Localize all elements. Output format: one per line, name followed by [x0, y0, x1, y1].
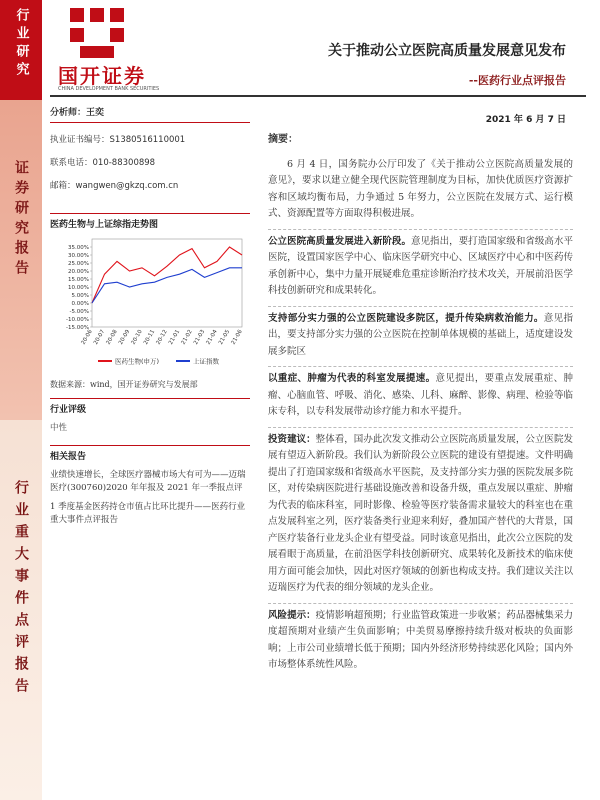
x-tick-label: 20-07 — [93, 329, 107, 346]
abstract-column — [268, 132, 573, 680]
y-tick-label: 5.00% — [71, 293, 89, 299]
trend-chart-svg — [50, 235, 250, 375]
y-tick-label: 30.00% — [68, 253, 89, 259]
paragraph-3 — [268, 311, 573, 361]
sidebar-bottom — [0, 420, 42, 800]
left-column — [50, 105, 250, 527]
divider — [268, 366, 573, 367]
rating-title: 行业评级 — [50, 398, 250, 418]
email-value: wangwen@gkzq.com.cn — [75, 181, 179, 191]
analyst-email — [50, 179, 250, 191]
analyst-name: 分析师：王奕 — [50, 105, 250, 123]
data-source: 数据来源：wind，国开证券研究与发展部 — [50, 380, 198, 389]
paragraph-1-text: 6 月 4 日，国务院办公厅印发了《关于推动公立医院高质量发展的意见》，要求以建立健全现代医院管理制度为目标，加快优质医疗资源扩容和区域均衡布局，力争通过 5 年努力，公立医院在发展方式、运行模式、资源配置等方面取得积极进展。 — [268, 158, 573, 219]
email-label: 邮箱： — [50, 181, 76, 191]
x-tick-label: 20-06 — [80, 329, 94, 346]
phone-value: 010-88300898 — [92, 158, 156, 168]
report-title: 关于推动公立医院高质量发展意见发布 — [328, 43, 566, 59]
x-tick-label: 21-01 — [168, 329, 182, 346]
y-tick-label: 10.00% — [68, 285, 89, 291]
paragraph-3-text: 意见指出，要支持部分实力强的公立医院在控制单体规模的基础上，适度建设发展多院区 — [268, 312, 573, 357]
related-title: 相关报告 — [50, 445, 250, 465]
related-report-1[interactable]: 业绩快速增长，全球医疗器械市场大有可为——迈瑞医疗(300760)2020 年年报及 2021 年一季报点评 — [50, 470, 246, 493]
paragraph-3-lead: 支持部分实力强的公立医院建设多院区，提升传染病救治能力。 — [268, 312, 544, 324]
abstract-title: 摘要： — [268, 134, 298, 145]
phone-label: 联系电话： — [50, 158, 93, 168]
legend-label: 医药生物(申万) — [115, 357, 160, 366]
report-date: 2021 年 6 月 7 日 — [485, 115, 566, 125]
sidebar-top-label: 行业研究 — [13, 8, 29, 80]
paragraph-5-lead: 投资建议： — [268, 433, 316, 445]
paragraph-1 — [268, 157, 573, 223]
header-divider — [50, 95, 586, 97]
paragraph-5 — [268, 432, 573, 597]
divider — [268, 603, 573, 604]
company-logo — [58, 8, 168, 98]
series-line-pharma — [92, 247, 242, 303]
rating-value: 中性 — [50, 423, 68, 433]
paragraph-4 — [268, 371, 573, 421]
paragraph-6-lead: 风险提示： — [268, 609, 316, 621]
y-tick-label: 20.00% — [68, 269, 89, 275]
paragraph-2-text: 意见指出，要打造国家级和省级高水平医院，设置国家医学中心、临床医学研究中心、区域医疗中心和中医药传承创新中心，集中力量开展疑难危重症诊断治疗技术攻关，开展前沿医学科技创新研究和成果转化。 — [268, 235, 573, 296]
cert-label: 执业证书编号： — [50, 135, 110, 145]
y-tick-label: 0.00% — [71, 301, 89, 307]
analyst-cert — [50, 133, 250, 145]
cert-value: S1380516110001 — [109, 135, 186, 145]
y-tick-label: -10.00% — [66, 317, 89, 323]
related-report-2[interactable]: 1 季度基金医药持仓市值占比环比提升——医药行业重大事件点评报告 — [50, 502, 246, 525]
paragraph-6 — [268, 608, 573, 674]
x-tick-label: 21-03 — [193, 329, 207, 346]
paragraph-2-lead: 公立医院高质量发展进入新阶段。 — [268, 235, 411, 247]
paragraph-4-text: 意见提出，要重点发展重症、肿瘤、心脑血管、呼吸、消化、感染、儿科、麻醉、影像、病理、检验等临床专科，以专科发展带动诊疗能力和水平提升。 — [268, 373, 573, 417]
legend-label: 上证指数 — [193, 357, 219, 366]
y-tick-label: -15.00% — [66, 325, 89, 331]
paragraph-6-text: 疫情影响超预期；行业监管政策进一步收紧；药品器械集采力度超预期对业绩产生负面影响；中美贸易摩擦持续升级对板块的负面影响；上市公司业绩增长低于预期；国内外经济形势持续恶化风险；国内外市场整体系统性风险。 — [268, 609, 573, 670]
paragraph-2 — [268, 234, 573, 300]
x-tick-label: 21-04 — [205, 329, 219, 346]
x-tick-label: 21-06 — [230, 329, 244, 346]
chart-section-title: 医药生物与上证综指走势图 — [50, 213, 250, 233]
sidebar-middle-label: 证券研究报告 — [13, 160, 29, 280]
x-tick-label: 20-12 — [155, 329, 169, 346]
x-tick-label: 20-08 — [105, 329, 119, 346]
y-tick-label: 35.00% — [68, 245, 89, 251]
logo-en-text: CHINA DEVELOPMENT BANK SECURITIES — [58, 86, 160, 92]
y-tick-label: 25.00% — [68, 261, 89, 267]
trend-chart — [50, 235, 250, 375]
x-tick-label: 20-09 — [118, 329, 132, 346]
x-tick-label: 21-05 — [218, 329, 232, 346]
divider — [268, 229, 573, 230]
analyst-phone — [50, 156, 250, 168]
logo-mark-icon — [70, 8, 130, 60]
paragraph-5-text: 整体看，国办此次发文推动公立医院高质量发展，公立医院发展有望迈入新阶段。我们认为新阶段公立医院的建设有望提速。文件明确提出了打造国家级和省级高水平医院，及支持部分实力强的医院发展多院区，对传染病医院进行基础设施改善和设备升级，重点发展以重症、肿瘤为代表的临床科室，同时影像、检验等医疗装备需求量较大的科室也在重点发展科室之列，医疗装备类行业迎来利好，叠加国产替代的大背景，国产医疗装备行业龙头企业有望受益。同时该意见指出，此次公立医院的发展看眼于高质量，在前沿医学科技创新研究、成果转化及新技术的临床使用方面可能会加快，因此对医疗领域的创新也构成支持。我们建议关注以迈瑞医疗为代表的细分领域的龙头企业。 — [268, 433, 573, 593]
logo-cn-text: 国开证券 — [58, 64, 146, 88]
y-tick-label: 15.00% — [68, 277, 89, 283]
divider — [268, 306, 573, 307]
x-tick-label: 21-02 — [180, 329, 194, 346]
x-tick-label: 20-10 — [130, 329, 144, 346]
paragraph-4-lead: 以重症、肿瘤为代表的科室发展提速。 — [268, 373, 436, 384]
y-tick-label: -5.00% — [69, 309, 89, 315]
sidebar-middle — [0, 100, 42, 420]
sidebar-top — [0, 0, 42, 100]
x-tick-label: 20-11 — [143, 329, 157, 346]
report-subtitle: --医药行业点评报告 — [468, 74, 566, 87]
sidebar-bottom-label: 行业重大事件点评报告 — [13, 480, 29, 700]
series-line-sse — [92, 268, 242, 303]
divider — [268, 427, 573, 428]
